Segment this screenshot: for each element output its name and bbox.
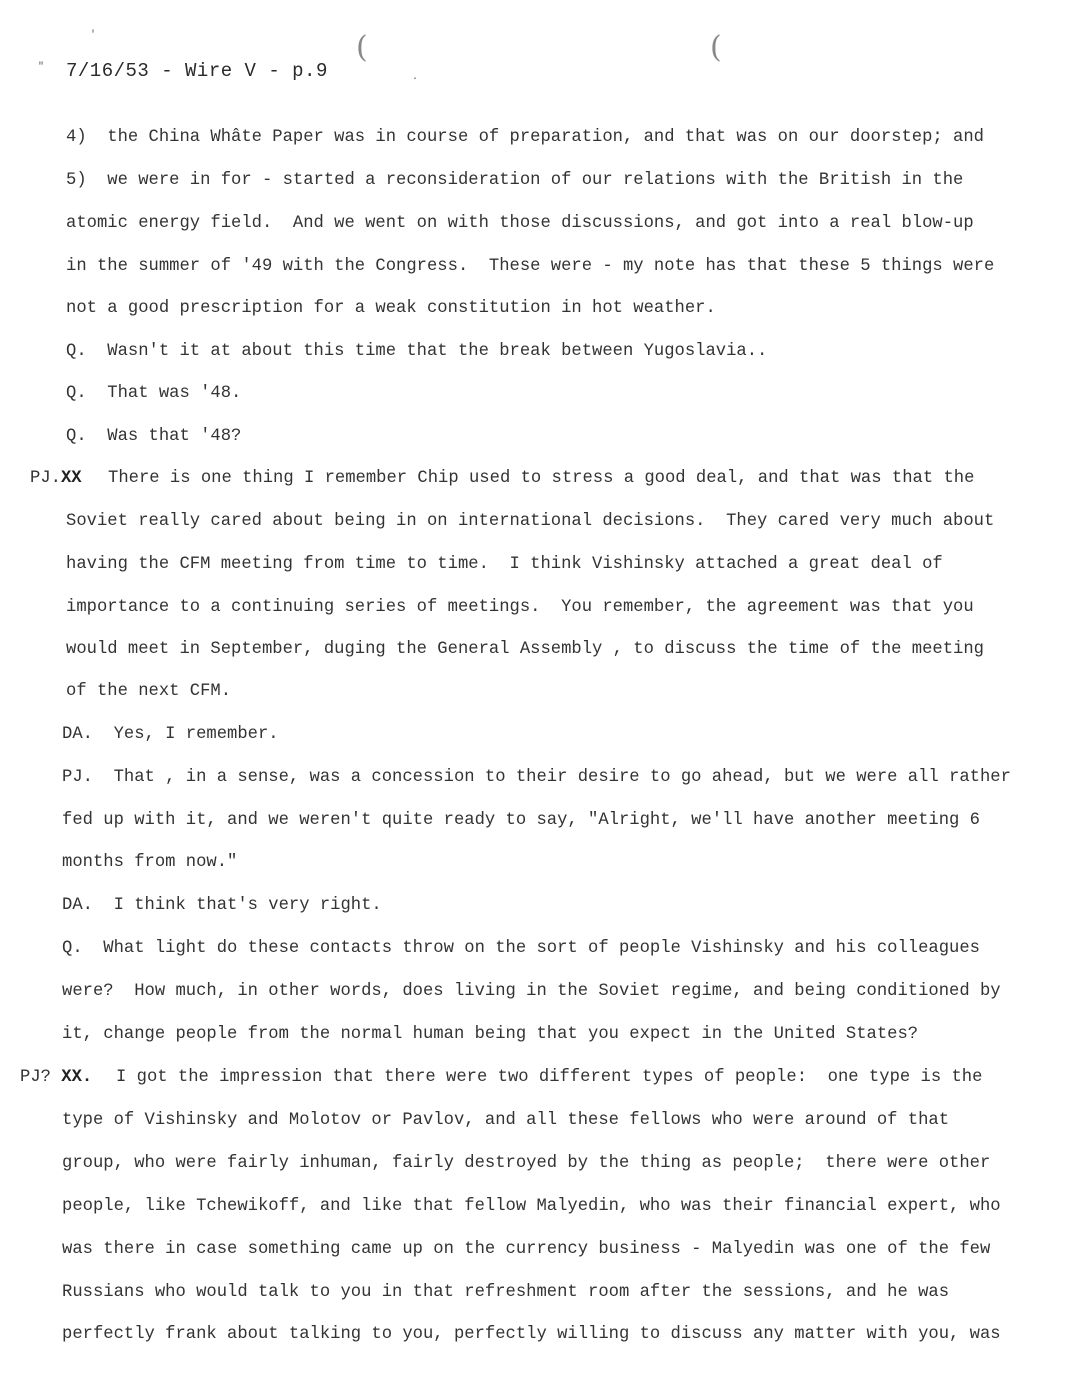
speaker-note <box>30 469 82 489</box>
body-line: Q. Was that '48? <box>66 427 242 446</box>
body-line: 4) the China Whâte Paper was in course of preparation, and that was on our doorstep; and <box>66 128 984 147</box>
body-line: people, like Tchewikoff, and like that fellow Malyedin, who was their financial expert, who <box>62 1197 1001 1216</box>
body-line: Soviet really cared about being in on international decisions. They cared very much about <box>66 512 995 531</box>
stray-mark: . <box>412 72 419 83</box>
body-line: months from now." <box>62 853 238 872</box>
hole-punch-mark-left: ( <box>356 30 368 65</box>
body-line: perfectly frank about talking to you, perfectly willing to discuss any matter with you, was <box>62 1325 1001 1344</box>
body-line: group, who were fairly inhuman, fairly destroyed by the thing as people; there were other <box>62 1154 991 1173</box>
body-line: Q. What light do these contacts throw on the sort of people Vishinsky and his colleagues <box>62 939 980 958</box>
body-line: There is one thing I remember Chip used to stress a good deal, and that was that the <box>108 469 975 488</box>
body-line: atomic energy field. And we went on with those discussions, and got into a real blow-up <box>66 214 974 233</box>
body-line: were? How much, in other words, does living in the Soviet regime, and being conditioned by <box>62 982 1001 1001</box>
speaker-note <box>20 1068 92 1088</box>
body-line: 5) we were in for - started a reconsideration of our relations with the British in the <box>66 171 964 190</box>
speaker-label: PJ. <box>30 469 61 488</box>
body-line: having the CFM meeting from time to time. I think Vishinsky attached a great deal of <box>66 555 943 574</box>
body-line: DA. Yes, I remember. <box>62 725 279 744</box>
speaker-label: PJ? <box>20 1068 51 1087</box>
struck-text: XX <box>60 469 82 488</box>
body-line: was there in case something came up on the currency business - Malyedin was one of the few <box>62 1240 991 1259</box>
body-line: of the next CFM. <box>66 682 232 701</box>
body-line: type of Vishinsky and Molotov or Pavlov, and all these fellows who were around of that <box>62 1111 950 1130</box>
body-line: would meet in September, duging the General Assembly , to discuss the time of the meeting <box>66 640 984 659</box>
stray-mark: " <box>38 62 45 73</box>
stray-mark: ' <box>90 30 97 41</box>
body-line: Russians who would talk to you in that refreshment room after the sessions, and he was <box>62 1283 950 1302</box>
body-line: in the summer of '49 with the Congress. These were - my note has that these 5 things were <box>66 257 995 276</box>
body-line: DA. I think that's very right. <box>62 896 382 915</box>
body-line: fed up with it, and we weren't quite ready to say, "Alright, we'll have another meeting 6 <box>62 811 980 830</box>
body-line: importance to a continuing series of meetings. You remember, the agreement was that you <box>66 598 974 617</box>
body-line: PJ. That , in a sense, was a concession to their desire to go ahead, but we were all rather <box>62 768 1011 787</box>
body-line: I got the impression that there were two different types of people: one type is the <box>116 1068 983 1087</box>
struck-text: XX. <box>61 1068 93 1087</box>
body-line: not a good prescription for a weak constitution in hot weather. <box>66 299 716 318</box>
hole-punch-mark-right: ( <box>710 30 722 65</box>
page-header: 7/16/53 - Wire V - p.9 <box>66 60 328 82</box>
body-line: Q. That was '48. <box>66 384 242 403</box>
body-line: Q. Wasn't it at about this time that the break between Yugoslavia.. <box>66 342 768 361</box>
body-line: it, change people from the normal human being that you expect in the United States? <box>62 1025 919 1044</box>
